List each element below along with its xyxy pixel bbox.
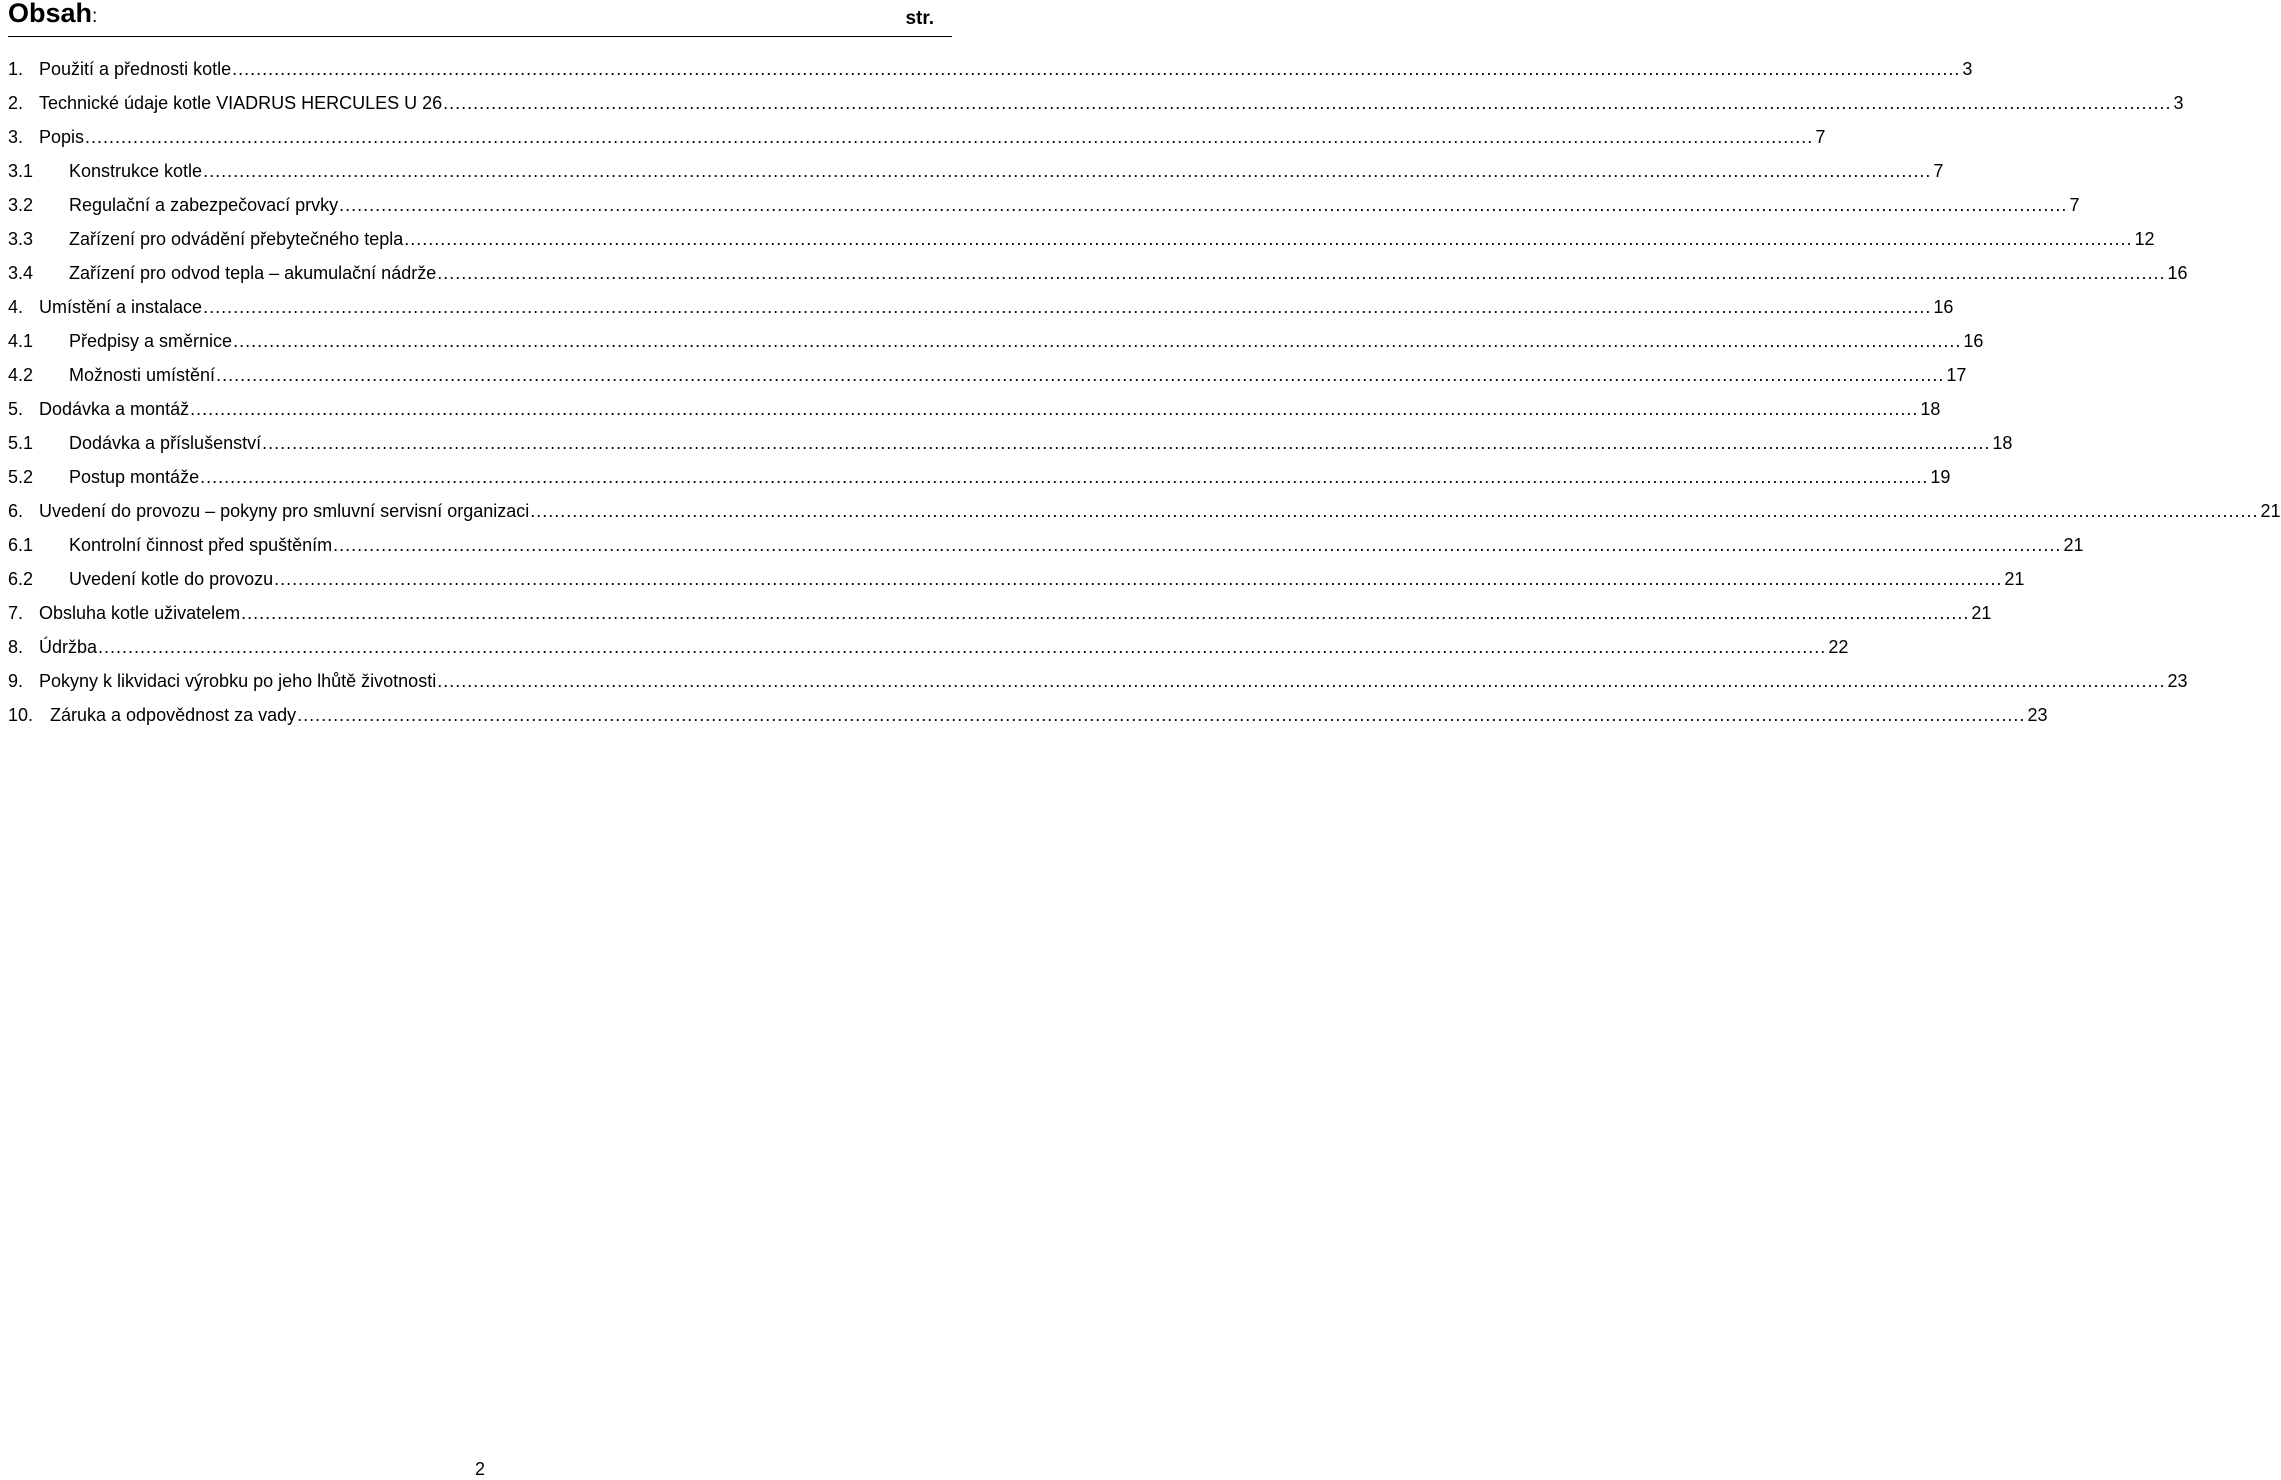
toc-header — [8, 0, 952, 37]
toc-leader-dots — [233, 327, 1961, 355]
toc-entry[interactable] — [8, 191, 2080, 225]
toc-entry-title: Pokyny k likvidaci výrobku po jeho lhůtě životnosti — [39, 671, 437, 691]
toc-entry-number: 4. — [8, 297, 24, 317]
toc-entry[interactable] — [8, 497, 2281, 531]
toc-entry-number: 4.2 — [8, 365, 34, 385]
toc-entry-title: Dodávka a montáž — [39, 399, 190, 419]
toc-entry-page: 7 — [1933, 161, 1944, 181]
toc-entry-page: 3 — [1962, 59, 1973, 79]
toc-entry-page: 21 — [1971, 603, 1992, 623]
toc-entry[interactable] — [8, 633, 1849, 667]
toc-entry[interactable] — [8, 157, 1944, 191]
toc-entry-number: 5.2 — [8, 467, 34, 487]
toc-entry-title: Obsluha kotle uživatelem — [39, 603, 241, 623]
toc-entry-page: 23 — [2027, 705, 2048, 725]
toc-entry-number: 7. — [8, 603, 24, 623]
toc-leader-dots — [437, 259, 2165, 287]
toc-entry-number: 2. — [8, 93, 24, 113]
toc-entry-page: 21 — [2004, 569, 2025, 589]
toc-entry-number: 6.2 — [8, 569, 34, 589]
toc-entry-title: Údržba — [39, 637, 98, 657]
toc-leader-dots — [404, 225, 2132, 253]
toc-entry-title: Zařízení pro odvod tepla – akumulační nádrže — [69, 263, 437, 283]
toc-entry-page: 16 — [2167, 263, 2188, 283]
toc-entry-page: 23 — [2167, 671, 2188, 691]
toc-entry-page: 18 — [1992, 433, 2013, 453]
toc-entry-title: Předpisy a směrnice — [69, 331, 233, 351]
toc-entry-number: 3.2 — [8, 195, 34, 215]
toc-entry-title: Záruka a odpovědnost za vady — [50, 705, 297, 725]
toc-entry[interactable] — [8, 259, 2188, 293]
toc-entry-title: Uvedení do provozu – pokyny pro smluvní servisní organizaci — [39, 501, 530, 521]
toc-entry-page: 22 — [1828, 637, 1849, 657]
toc-entry[interactable] — [8, 395, 1941, 429]
toc-entry[interactable] — [8, 531, 2084, 565]
toc-entry[interactable] — [8, 429, 2013, 463]
toc-entry-number: 6.1 — [8, 535, 34, 555]
toc-title-text: Obsah — [8, 0, 93, 28]
toc-title-colon: : — [92, 6, 98, 27]
toc-entry-page: 16 — [1933, 297, 1954, 317]
toc-entry[interactable] — [8, 89, 2184, 123]
toc-entry-page: 17 — [1946, 365, 1967, 385]
toc-entry-title: Zařízení pro odvádění přebytečného tepla — [69, 229, 404, 249]
toc-leader-dots — [203, 293, 1931, 321]
toc-entry-page: 21 — [2063, 535, 2084, 555]
toc-entry-number: 5. — [8, 399, 24, 419]
toc-list — [8, 55, 2281, 735]
toc-entry[interactable] — [8, 599, 1992, 633]
toc-leader-dots — [437, 667, 2165, 695]
toc-entry-title: Regulační a zabezpečovací prvky — [69, 195, 339, 215]
toc-entry-page: 19 — [1930, 467, 1951, 487]
toc-entry-number: 9. — [8, 671, 24, 691]
toc-entry-title: Použití a přednosti kotle — [39, 59, 232, 79]
toc-entry-page: 7 — [2069, 195, 2080, 215]
page-number: 2 — [474, 1459, 485, 1479]
toc-leader-dots — [216, 361, 1944, 389]
toc-entry-title: Konstrukce kotle — [69, 161, 203, 181]
toc-leader-dots — [190, 395, 1918, 423]
toc-entry-number: 1. — [8, 59, 24, 79]
toc-entry[interactable] — [8, 701, 2048, 735]
toc-title — [8, 0, 97, 34]
toc-leader-dots — [200, 463, 1928, 491]
toc-entry-title: Uvedení kotle do provozu — [69, 569, 274, 589]
toc-entry[interactable] — [8, 667, 2188, 701]
toc-leader-dots — [530, 497, 2258, 525]
toc-entry-number: 4.1 — [8, 331, 34, 351]
toc-entry-number: 3.3 — [8, 229, 34, 249]
toc-entry-page: 3 — [2173, 93, 2184, 113]
toc-leader-dots — [443, 89, 2171, 117]
toc-leader-dots — [98, 633, 1826, 661]
toc-leader-dots — [241, 599, 1969, 627]
toc-entry-page: 21 — [2260, 501, 2281, 521]
toc-entry-title: Postup montáže — [69, 467, 200, 487]
toc-entry-number: 8. — [8, 637, 24, 657]
toc-entry[interactable] — [8, 293, 1954, 327]
toc-leader-dots — [274, 565, 2002, 593]
page-column-label: str. — [905, 8, 934, 29]
toc-entry[interactable] — [8, 361, 1967, 395]
toc-entry-title: Technické údaje kotle VIADRUS HERCULES U 26 — [39, 93, 443, 113]
toc-leader-dots — [232, 55, 1960, 83]
toc-entry-title: Popis — [39, 127, 85, 147]
toc-leader-dots — [339, 191, 2067, 219]
toc-entry-title: Dodávka a příslušenství — [69, 433, 262, 453]
toc-leader-dots — [297, 701, 2025, 729]
toc-entry-number: 6. — [8, 501, 24, 521]
toc-entry[interactable] — [8, 225, 2155, 259]
toc-leader-dots — [333, 531, 2061, 559]
toc-entry-number: 3.4 — [8, 263, 34, 283]
toc-entry-number: 5.1 — [8, 433, 34, 453]
toc-entry-page: 7 — [1815, 127, 1826, 147]
toc-entry-title: Kontrolní činnost před spuštěním — [69, 535, 333, 555]
toc-entry-number: 10. — [8, 705, 34, 725]
toc-entry[interactable] — [8, 463, 1951, 497]
toc-entry[interactable] — [8, 565, 2025, 599]
toc-entry-page: 12 — [2134, 229, 2155, 249]
toc-entry[interactable] — [8, 123, 1826, 157]
toc-entry[interactable] — [8, 327, 1984, 361]
toc-entry[interactable] — [8, 55, 1973, 89]
toc-leader-dots — [203, 157, 1931, 185]
toc-leader-dots — [85, 123, 1813, 151]
toc-entry-page: 18 — [1920, 399, 1941, 419]
toc-entry-number: 3.1 — [8, 161, 34, 181]
toc-entry-page: 16 — [1963, 331, 1984, 351]
toc-entry-number: 3. — [8, 127, 24, 147]
toc-leader-dots — [262, 429, 1990, 457]
toc-entry-title: Umístění a instalace — [39, 297, 203, 317]
toc-entry-title: Možnosti umístění — [69, 365, 216, 385]
